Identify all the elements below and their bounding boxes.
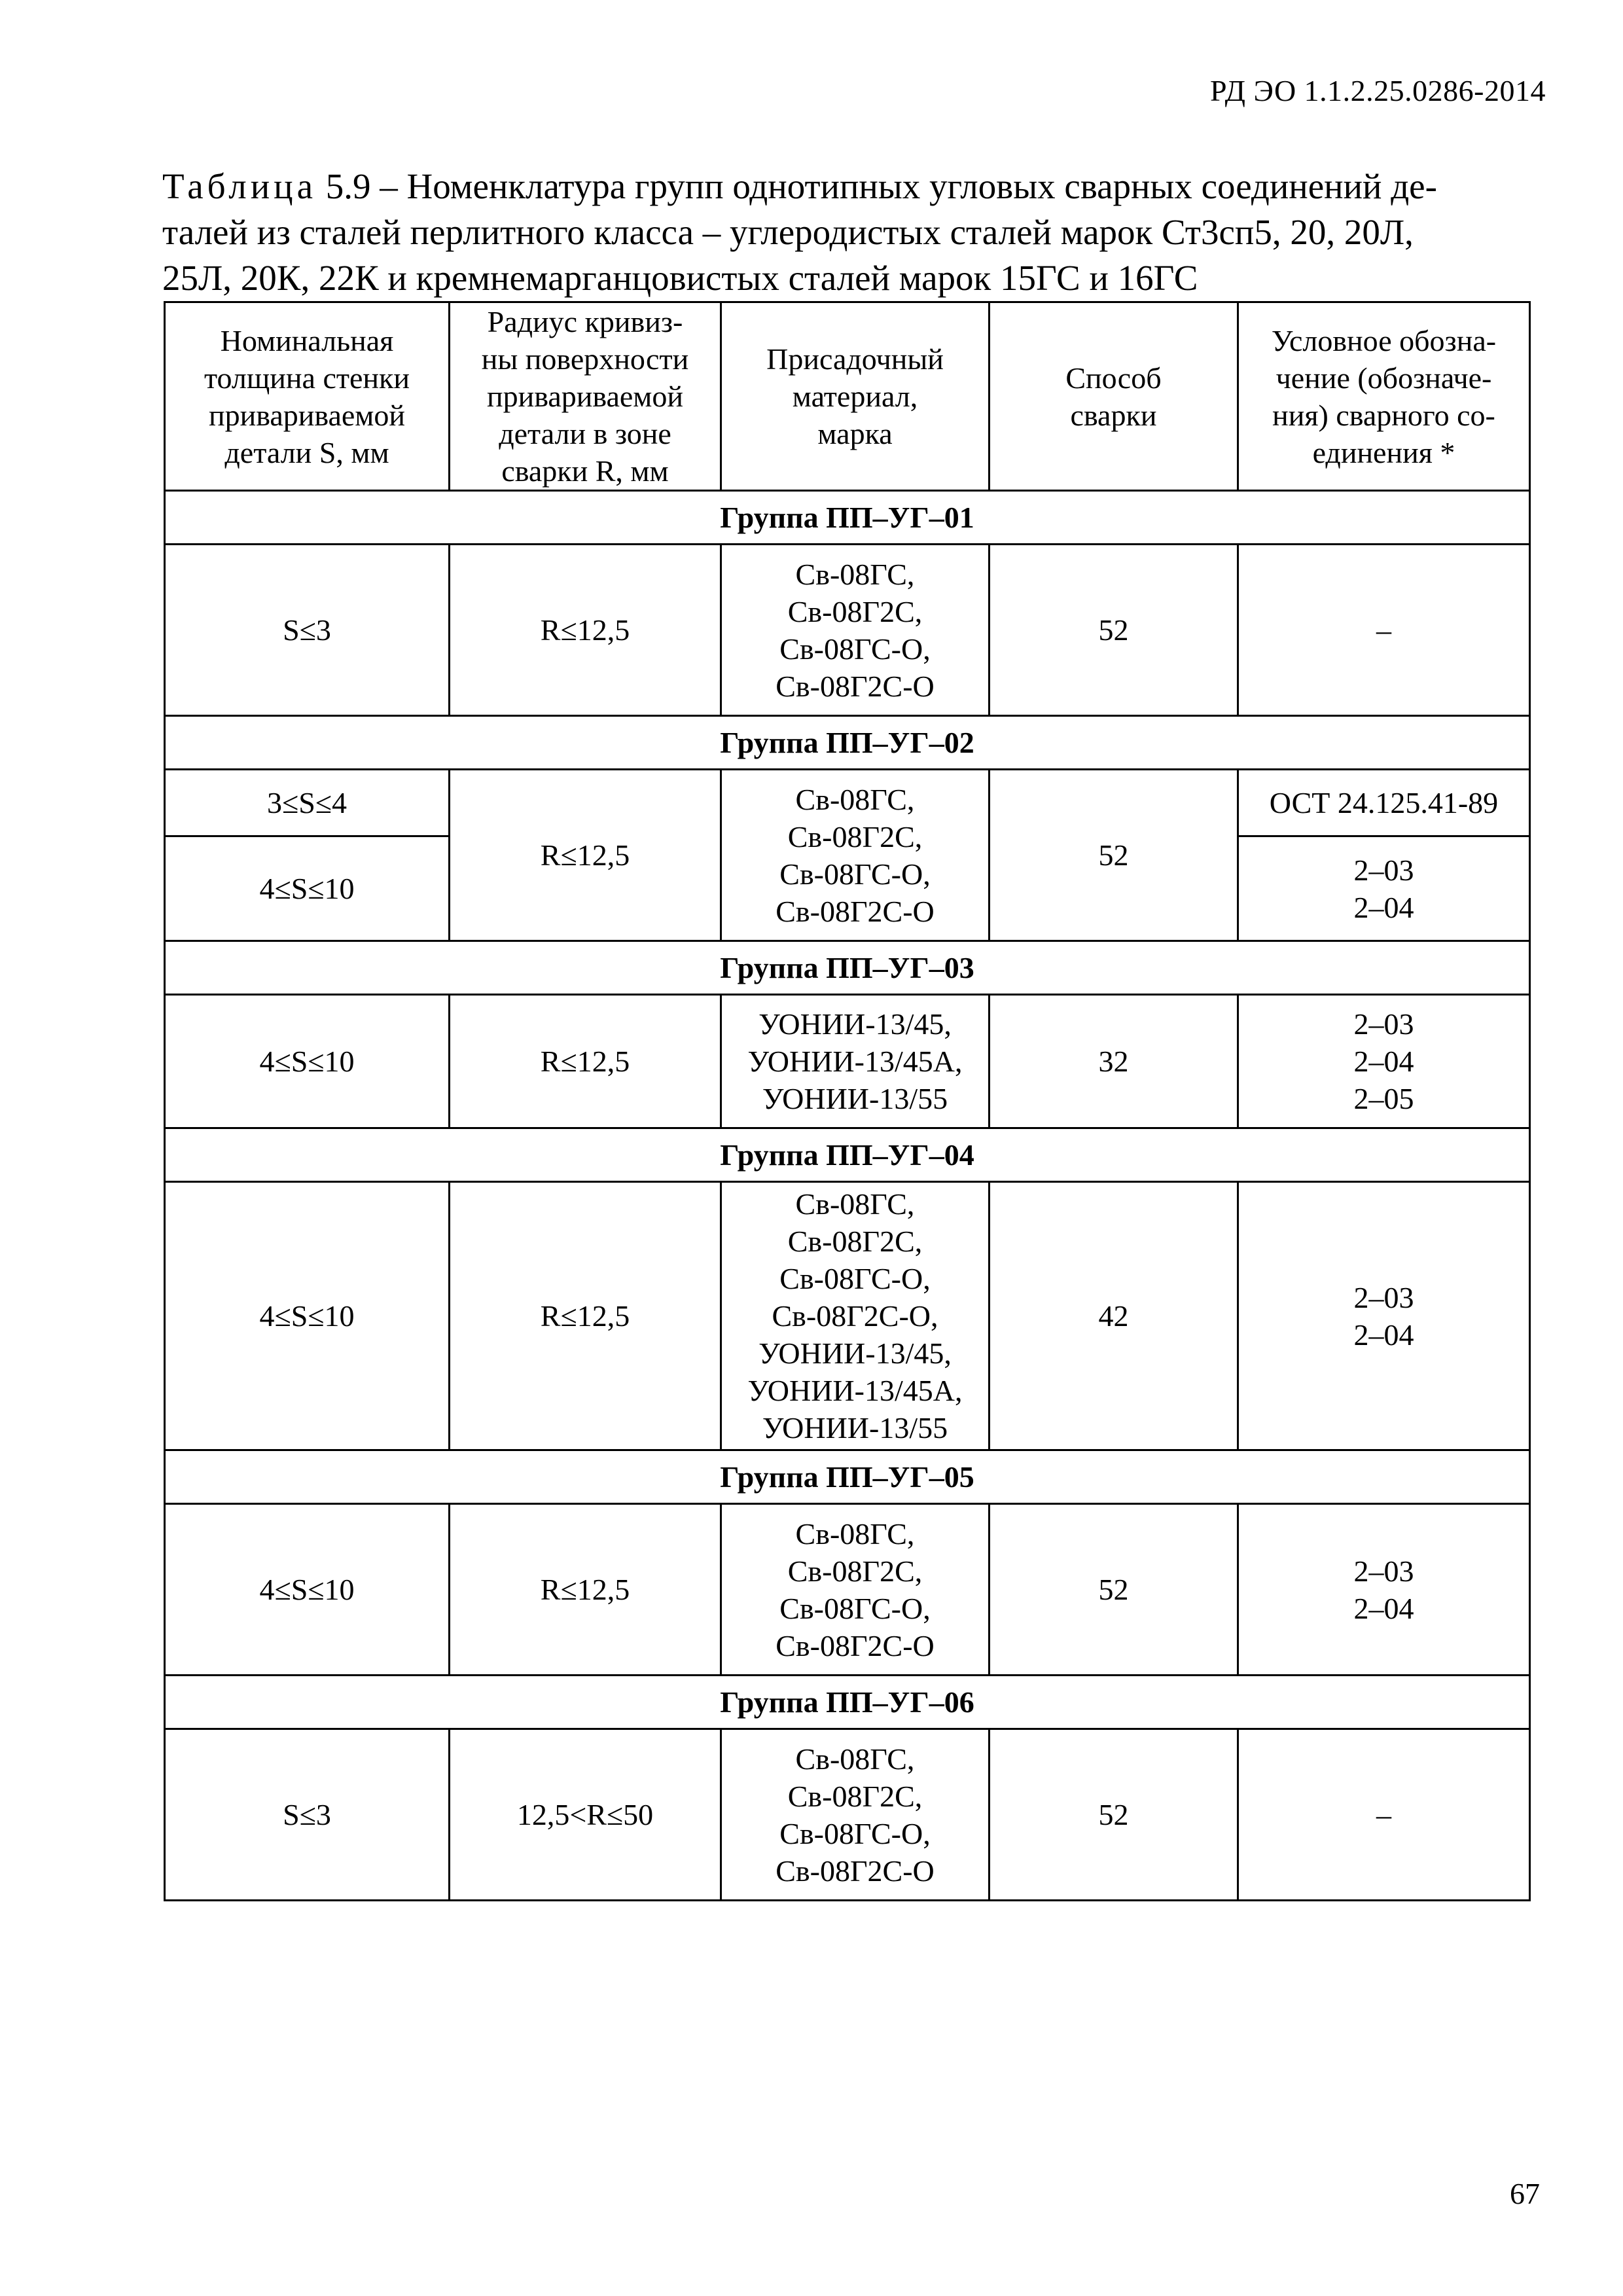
cell-thickness: S≤3 [165,1729,450,1901]
cell-thickness: 3≤S≤4 [165,770,450,836]
cell-radius: R≤12,5 [450,545,721,716]
table-row [165,545,1530,716]
cell-method: 52 [990,545,1238,716]
cell-method: 52 [990,1729,1238,1901]
group-title-row [165,1450,1530,1504]
cell-designation: 2–03 2–04 2–05 [1238,995,1530,1128]
table-row [165,1182,1530,1450]
cell-radius: R≤12,5 [450,1182,721,1450]
cell-method: 52 [990,1504,1238,1676]
header-radius: Радиус кривиз- ны поверхности привариваемой детали в зоне сварки R, мм [450,302,721,491]
cell-method: 32 [990,995,1238,1128]
page-number: 67 [1510,2177,1540,2210]
caption-line-2: талей из сталей перлитного класса – углеродистых сталей марок Ст3сп5, 20, 20Л, [162,212,1414,252]
cell-designation: ОСТ 24.125.41-89 [1238,770,1530,836]
cell-thickness: S≤3 [165,545,450,716]
welded-joints-table [164,301,1531,1901]
table-row [165,1729,1530,1901]
group-title: Группа ПП–УГ–01 [165,491,1530,545]
group-title: Группа ПП–УГ–02 [165,716,1530,770]
header-filler-material: Присадочный материал, марка [721,302,990,491]
group-title: Группа ПП–УГ–04 [165,1128,1530,1182]
group-title-row [165,1128,1530,1182]
cell-designation: 2–03 2–04 [1238,1182,1530,1450]
table-caption [162,164,1543,301]
cell-radius: R≤12,5 [450,770,721,941]
cell-thickness: 4≤S≤10 [165,836,450,941]
header-thickness: Номинальная толщина стенки привариваемой детали S, мм [165,302,450,491]
cell-material: УОНИИ-13/45, УОНИИ-13/45А, УОНИИ-13/55 [721,995,990,1128]
caption-line-3: 25Л, 20К, 22К и кремнемарганцовистых сталей марок 15ГС и 16ГС [162,258,1198,298]
cell-material: Св-08ГС, Св-08Г2С, Св-08ГС-О, Св-08Г2С-О [721,545,990,716]
caption-label: Таблица [162,166,317,206]
cell-designation: – [1238,545,1530,716]
group-title: Группа ПП–УГ–06 [165,1676,1530,1729]
group-title-row [165,716,1530,770]
cell-radius: R≤12,5 [450,995,721,1128]
cell-material: Св-08ГС, Св-08Г2С, Св-08ГС-О, Св-08Г2С-О [721,1729,990,1901]
cell-material: Св-08ГС, Св-08Г2С, Св-08ГС-О, Св-08Г2С-О [721,770,990,941]
group-title-row [165,1676,1530,1729]
cell-method: 52 [990,770,1238,941]
caption-line-1 [162,164,1543,209]
table-row [165,1504,1530,1676]
cell-designation: – [1238,1729,1530,1901]
cell-radius: 12,5<R≤50 [450,1729,721,1901]
group-title-row [165,491,1530,545]
cell-thickness: 4≤S≤10 [165,1182,450,1450]
group-title-row [165,941,1530,995]
cell-thickness: 4≤S≤10 [165,1504,450,1676]
group-title: Группа ПП–УГ–03 [165,941,1530,995]
caption-line-1-text: 5.9 – Номенклатура групп однотипных угловых сварных соединений де- [316,166,1437,206]
group-title: Группа ПП–УГ–05 [165,1450,1530,1504]
header-welding-method: Способ сварки [990,302,1238,491]
table-header-row [165,302,1530,491]
cell-material: Св-08ГС, Св-08Г2С, Св-08ГС-О, Св-08Г2С-О [721,1504,990,1676]
cell-material: Св-08ГС, Св-08Г2С, Св-08ГС-О, Св-08Г2С-О, УОНИИ-13/45, УОНИИ-13/45А, УОНИИ-13/55 [721,1182,990,1450]
header-designation: Условное обозна- чение (обозначе- ния) сварного со- единения * [1238,302,1530,491]
cell-thickness: 4≤S≤10 [165,995,450,1128]
cell-radius: R≤12,5 [450,1504,721,1676]
cell-designation: 2–03 2–04 [1238,836,1530,941]
table-row [165,995,1530,1128]
table-row [165,770,1530,836]
cell-designation: 2–03 2–04 [1238,1504,1530,1676]
cell-method: 42 [990,1182,1238,1450]
document-code: РД ЭО 1.1.2.25.0286-2014 [1210,74,1546,107]
